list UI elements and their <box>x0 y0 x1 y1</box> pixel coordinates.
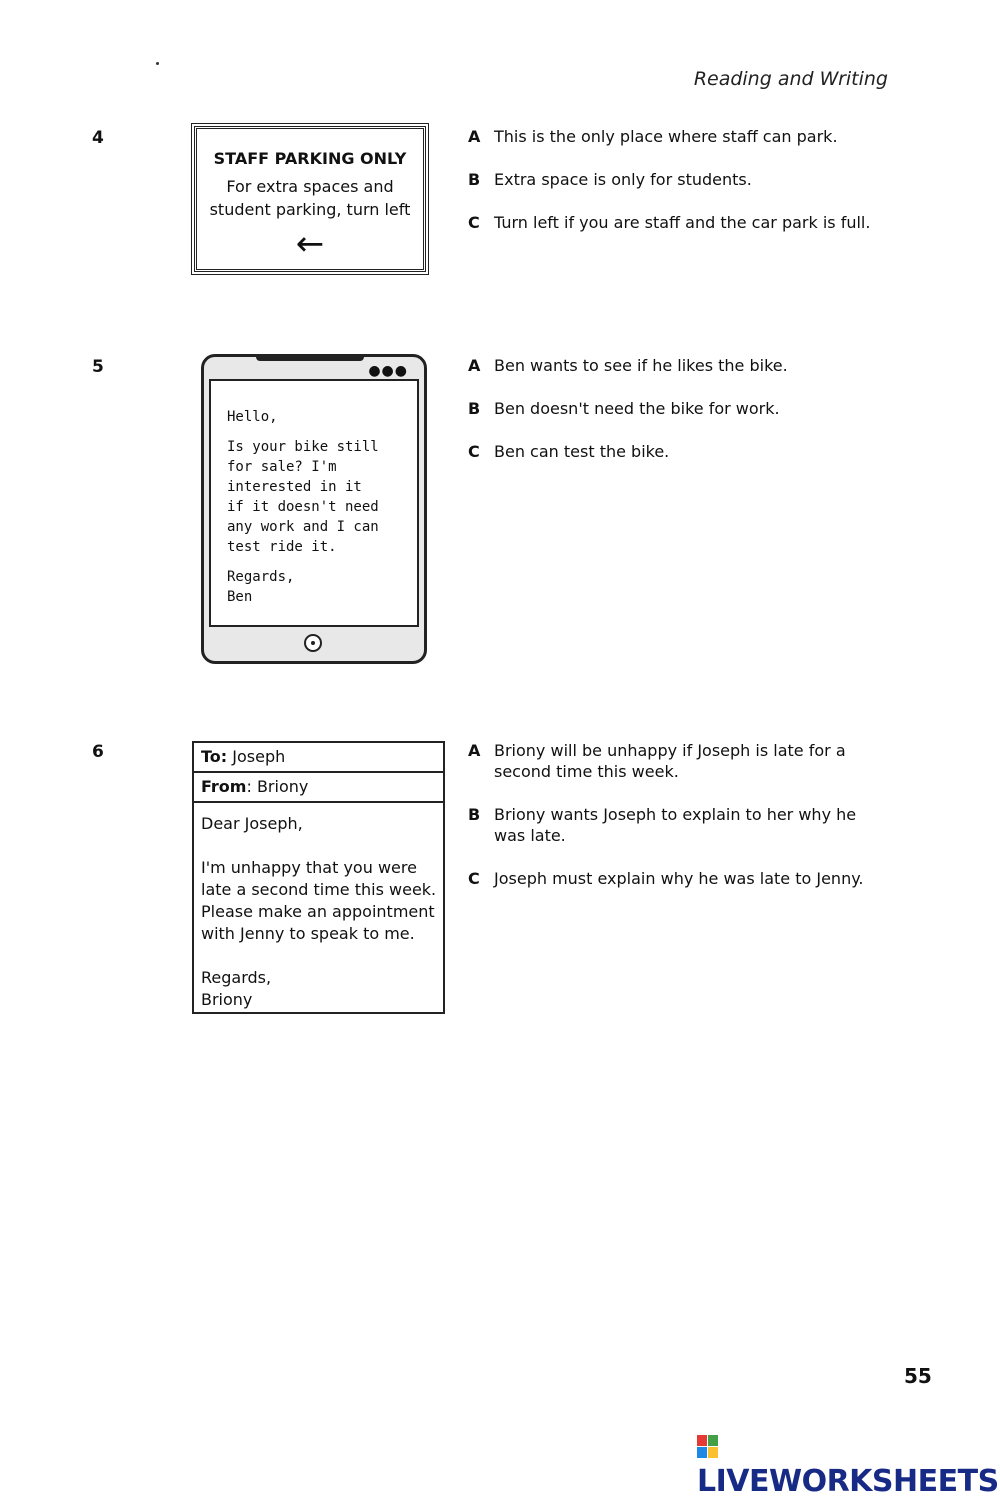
message-signoff: Regards, Ben <box>227 569 295 605</box>
email-note <box>192 741 445 1014</box>
question-number-5: 5 <box>92 357 104 377</box>
liveworksheets-logo: LIVEWORKSHEETS <box>697 1429 1000 1499</box>
email-text: I'm unhappy that you were late a second time this week. Please make an appointment with Jenny to speak to me. <box>201 858 437 943</box>
left-arrow-icon: ← <box>295 224 325 264</box>
parking-sign <box>194 126 426 272</box>
message-greeting: Hello, <box>227 409 278 425</box>
options-q6: A Briony will be unhappy if Joseph is late for a second time this week. B Briony wants Joseph to explain to her why he was late. C Joseph must explain why he was late to Jenny. <box>468 741 864 888</box>
page-number: 55 <box>904 1364 932 1388</box>
stray-dot <box>156 62 159 65</box>
phone-message <box>209 379 419 627</box>
sign-body: For extra spaces and student parking, turn left <box>209 177 411 219</box>
phone-illustration <box>201 354 427 664</box>
phone-dots-icon: ●●● <box>368 363 408 379</box>
sign-title: STAFF PARKING ONLY <box>213 149 407 168</box>
options-q4: A This is the only place where staff can park. B Extra space is only for students. C Turn left if you are staff and the car park is full. <box>468 127 871 232</box>
email-signoff: Regards, Briony <box>201 968 272 1009</box>
email-to-row: To: Joseph <box>194 743 443 773</box>
question-number-6: 6 <box>92 742 104 762</box>
question-number-4: 4 <box>92 128 104 148</box>
email-body <box>194 803 443 1011</box>
phone-home-button-icon <box>304 634 322 652</box>
email-from-row: From: Briony <box>194 773 443 803</box>
email-greeting: Dear Joseph, <box>201 814 303 833</box>
phone-notch <box>256 354 364 361</box>
options-q5: A Ben wants to see if he likes the bike. B Ben doesn't need the bike for work. C Ben can test the bike. <box>468 356 788 461</box>
liveworksheets-logo-icon <box>697 1435 719 1459</box>
section-header: Reading and Writing <box>693 68 888 90</box>
message-body: Is your bike still for sale? I'm interested in it if it doesn't need any work and I can test ride it. <box>227 439 379 555</box>
